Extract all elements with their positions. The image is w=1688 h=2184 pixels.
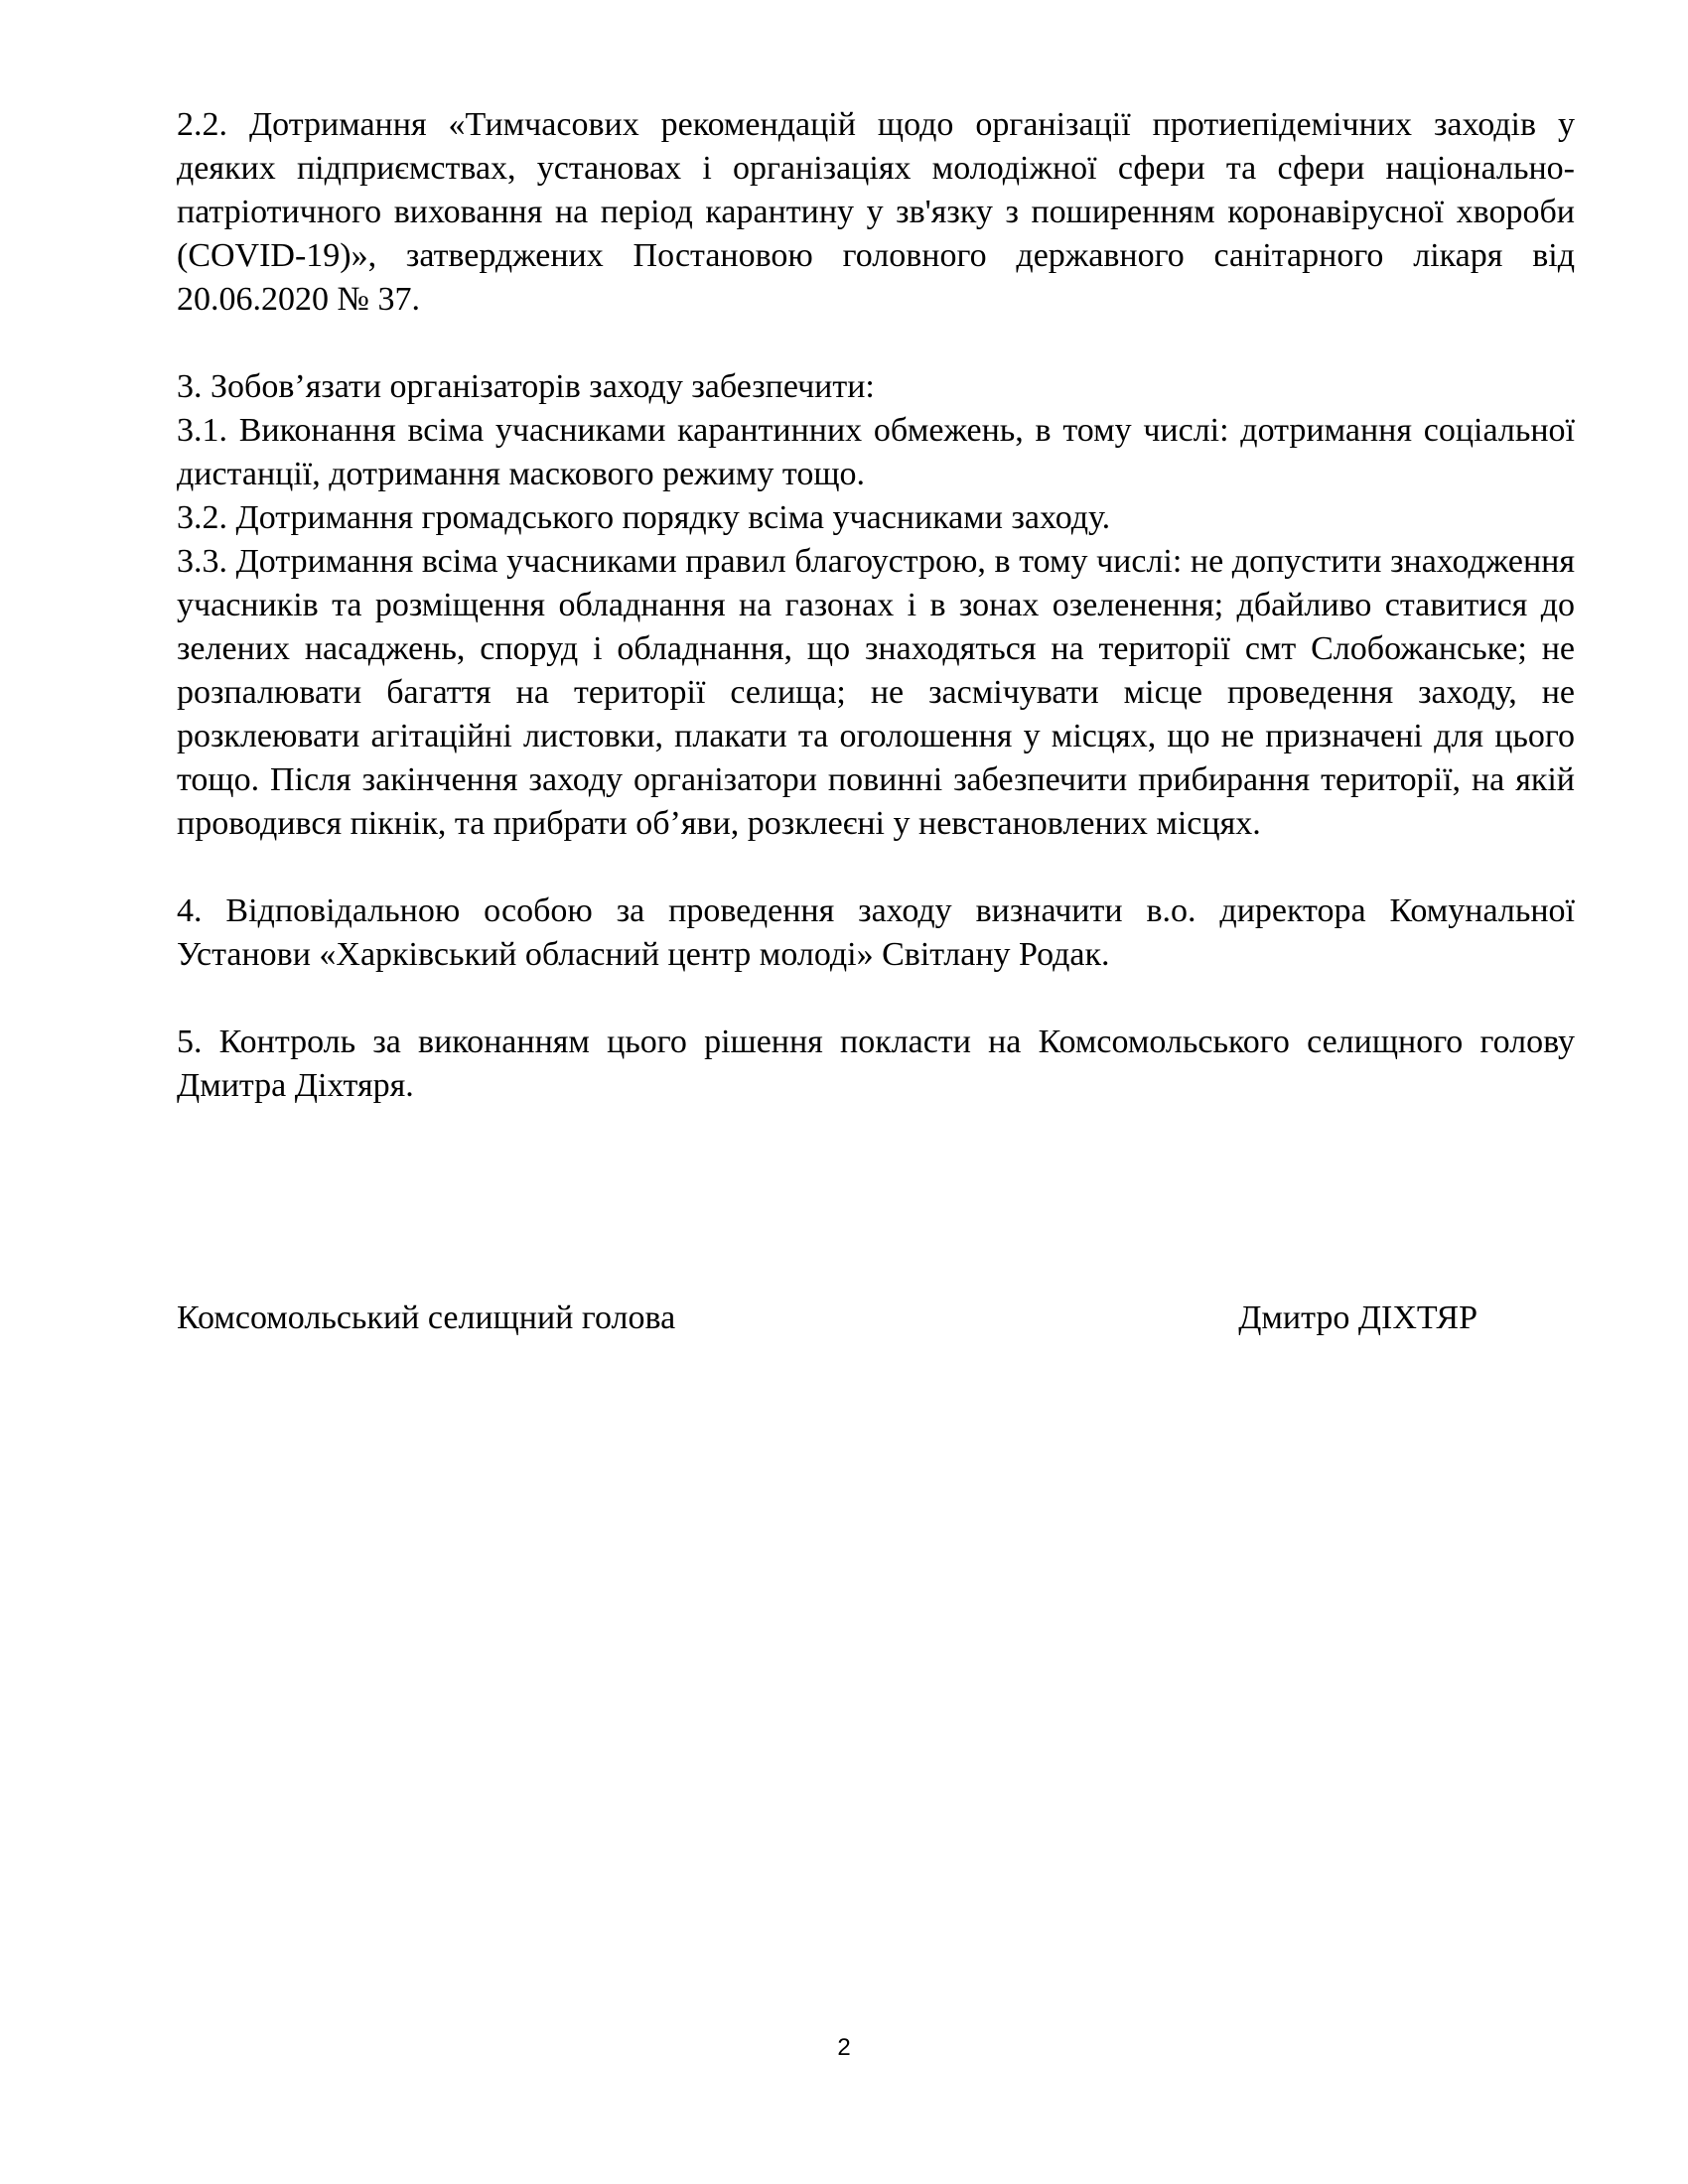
paragraph-3: 3. Зобов’язати організаторів заходу забезпечити:	[177, 368, 875, 405]
signatory-name: Дмитро ДІХТЯР	[1238, 1299, 1477, 1336]
paragraph-3-3: 3.3. Дотримання всіма учасниками правил благоустрою, в тому числі: не допустити знаходження учасників та розміщення обладнання на газонах і в зонах озеленення; дбайливо ставитися до зелених насаджень, споруд і обладнання, що знаходяться на території смт Слобожанське; не розпалювати багаття на території селища; не засмічувати місце проведення заходу, не розклеювати агітаційні листовки, плакати та оголошення у місцях, що не призначені для цього тощо. Після закінчення заходу організатори повинні забезпечити прибирання території, на якій проводився пікнік, та прибрати об’яви, розклеєні у невстановлених місцях.	[177, 543, 1575, 842]
page-number: 2	[837, 2034, 851, 2061]
paragraph-3-1: 3.1. Виконання всіма учасниками карантинних обмежень, в тому числі: дотримання соціальної дистанції, дотримання маскового режиму тощо.	[177, 412, 1575, 492]
document-body	[177, 103, 1575, 1108]
signatory-position: Комсомольський селищний голова	[177, 1299, 676, 1336]
paragraph-3-2: 3.2. Дотримання громадського порядку всіма учасниками заходу.	[177, 499, 1111, 536]
paragraph-2-2: 2.2. Дотримання «Тимчасових рекомендацій щодо організації протиепідемічних заходів у деяких підприємствах, установах і організаціях молодіжної сфери та сфери національно-патріотичного виховання на період карантину у зв'язку з поширенням коронавірусної хвороби (COVID-19)», затверджених Постановою головного державного санітарного лікаря від 20.06.2020 № 37.	[177, 106, 1575, 318]
signature-block	[177, 1297, 1477, 1340]
paragraph-4: 4. Відповідальною особою за проведення заходу визначити в.о. директора Комунальної Установи «Харківський обласний центр молоді» Світлану Родак.	[177, 892, 1575, 973]
paragraph-5: 5. Контроль за виконанням цього рішення покласти на Комсомольського селищного голову Дмитра Діхтяря.	[177, 1024, 1575, 1104]
